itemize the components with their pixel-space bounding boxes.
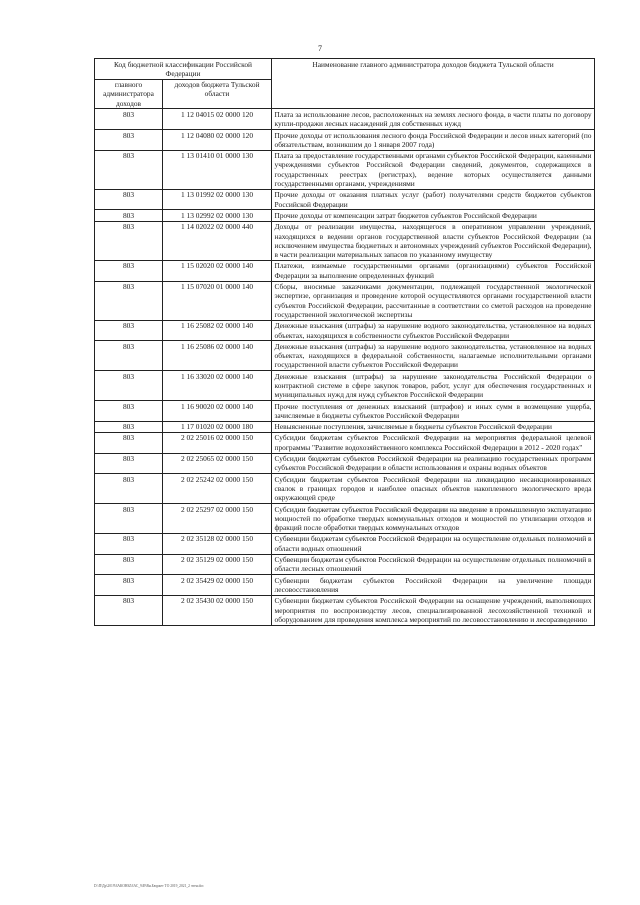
admin-cell: 803 — [95, 432, 163, 453]
code-cell: 1 15 07020 01 0000 140 — [163, 281, 272, 320]
table-row — [95, 421, 595, 432]
name-cell: Прочие доходы от оказания платных услуг (работ) получателями средств бюджетов субъектов Российской Федерации — [272, 189, 595, 210]
name-cell: Субсидии бюджетам субъектов Российской Федерации на ликвидацию несанкционированных свалок в границах городов и наиболее опасных объектов накопленного экологического вреда окружающей среде — [272, 474, 595, 504]
name-cell: Сборы, вносимые заказчиками документации, подлежащей государственной экологической экспертизе, организация и проведение которой осуществляются органами государственной власти субъектов Российской Федерации, рассчитанные в соответствии со сметой расходов на проведение государственной экологической экспертизы — [272, 281, 595, 320]
admin-cell: 803 — [95, 533, 163, 554]
admin-cell: 803 — [95, 150, 163, 189]
name-cell: Доходы от реализации имущества, находящегося в оперативном управлении учреждений, находящихся в ведении органов государственной власти субъектов Российской Федерации (за исключением имущества бюджетных и автономных учреждений субъектов Российской Федерации), в части реализации материальных запасов по указанному имуществу — [272, 221, 595, 260]
table-row — [95, 432, 595, 453]
table-row — [95, 474, 595, 504]
admin-cell: 803 — [95, 401, 163, 422]
header-code: доходов бюджета Тульской области — [163, 79, 272, 109]
table-row — [95, 130, 595, 151]
code-cell: 2 02 35429 02 0000 150 — [163, 575, 272, 596]
name-cell: Невыясненные поступления, зачисляемые в бюджеты субъектов Российской Федерации — [272, 421, 595, 432]
budget-classification-table — [94, 58, 595, 626]
name-cell: Субвенции бюджетам субъектов Российской Федерации на увеличение площади лесовосстановления — [272, 575, 595, 596]
name-cell: Плата за использование лесов, расположенных на землях лесного фонда, в части платы по договору купли-продажи лесных насаждений для собственных нужд — [272, 109, 595, 130]
table-row — [95, 401, 595, 422]
table-row — [95, 533, 595, 554]
file-path-footer: D:\П\Др\2019\ЗАКОНЫ\ЗАС_949\Вн.Бюджет ТО 2019_2021_2 чтен.doc — [94, 884, 204, 888]
admin-cell: 803 — [95, 453, 163, 474]
table-row — [95, 281, 595, 320]
admin-cell: 803 — [95, 474, 163, 504]
table-row — [95, 189, 595, 210]
code-cell: 1 13 02992 02 0000 130 — [163, 210, 272, 221]
code-cell: 1 13 01992 02 0000 130 — [163, 189, 272, 210]
admin-cell: 803 — [95, 575, 163, 596]
name-cell: Прочие поступления от денежных взысканий (штрафов) и иных сумм в возмещение ущерба, зачисляемые в бюджеты субъектов Российской Федерации — [272, 401, 595, 422]
table-row — [95, 221, 595, 260]
table-row — [95, 260, 595, 281]
code-cell: 1 16 90020 02 0000 140 — [163, 401, 272, 422]
table-row — [95, 109, 595, 130]
admin-cell: 803 — [95, 260, 163, 281]
code-cell: 2 02 25016 02 0000 150 — [163, 432, 272, 453]
admin-cell: 803 — [95, 210, 163, 221]
table-row — [95, 341, 595, 371]
name-cell: Прочие доходы от компенсации затрат бюджетов субъектов Российской Федерации — [272, 210, 595, 221]
table-row — [95, 595, 595, 625]
code-cell: 1 16 33020 02 0000 140 — [163, 371, 272, 401]
code-cell: 1 12 04015 02 0000 120 — [163, 109, 272, 130]
table-row — [95, 453, 595, 474]
admin-cell: 803 — [95, 554, 163, 575]
code-cell: 2 02 25065 02 0000 150 — [163, 453, 272, 474]
name-cell: Денежные взыскания (штрафы) за нарушение водного законодательства, установленное на водных объектах, находящихся в собственности субъектов Российской Федерации — [272, 320, 595, 341]
table-row — [95, 575, 595, 596]
table-row — [95, 504, 595, 534]
admin-cell: 803 — [95, 189, 163, 210]
code-cell: 1 16 25082 02 0000 140 — [163, 320, 272, 341]
header-admin: главного администратора доходов — [95, 79, 163, 109]
table-body — [95, 109, 595, 625]
table-row — [95, 554, 595, 575]
code-cell: 1 12 04080 02 0000 120 — [163, 130, 272, 151]
name-cell: Субсидии бюджетам субъектов Российской Федерации на реализацию государственных программ субъектов Российской Федерации в области использования и охраны водных объектов — [272, 453, 595, 474]
admin-cell: 803 — [95, 595, 163, 625]
code-cell: 2 02 35129 02 0000 150 — [163, 554, 272, 575]
name-cell: Денежные взыскания (штрафы) за нарушение законодательства Российской Федерации о контрактной системе в сфере закупок товаров, работ, услуг для обеспечения государственных и муниципальных нужд для нужд субъектов Российской Федерации — [272, 371, 595, 401]
name-cell: Плата за предоставление государственными органами субъектов Российской Федерации, казенными учреждениями субъектов Российской Федерации сведений, документов, содержащихся в государственных реестрах (регистрах), ведение которых осуществляется данными государственными органами, учреждениями — [272, 150, 595, 189]
admin-cell: 803 — [95, 221, 163, 260]
header-name: Наименование главного администратора доходов бюджета Тульской области — [272, 59, 595, 109]
admin-cell: 803 — [95, 371, 163, 401]
name-cell: Прочие доходы от использования лесного фонда Российской Федерации и лесов иных категорий (по обязательствам, возникшим до 1 января 2007 года) — [272, 130, 595, 151]
page-number: 7 — [318, 44, 322, 53]
name-cell: Платежи, взимаемые государственными органами (организациями) субъектов Российской Федерации за выполнение определенных функций — [272, 260, 595, 281]
table-row — [95, 150, 595, 189]
code-cell: 2 02 25297 02 0000 150 — [163, 504, 272, 534]
table-row — [95, 371, 595, 401]
admin-cell: 803 — [95, 504, 163, 534]
admin-cell: 803 — [95, 281, 163, 320]
table-row — [95, 210, 595, 221]
name-cell: Субвенции бюджетам субъектов Российской Федерации на осуществление отдельных полномочий в области лесных отношений — [272, 554, 595, 575]
header-code-group: Код бюджетной классификации Российской Федерации — [95, 59, 272, 80]
code-cell: 2 02 35128 02 0000 150 — [163, 533, 272, 554]
code-cell: 1 17 01020 02 0000 180 — [163, 421, 272, 432]
admin-cell: 803 — [95, 421, 163, 432]
name-cell: Субвенции бюджетам субъектов Российской Федерации на оснащение учреждений, выполняющих мероприятия по воспроизводству лесов, специализированной лесохозяйственной техникой и оборудованием для проведения комплекса мероприятий по лесовосстановлению и лесоразведению — [272, 595, 595, 625]
code-cell: 1 16 25086 02 0000 140 — [163, 341, 272, 371]
admin-cell: 803 — [95, 341, 163, 371]
code-cell: 1 13 01410 01 0000 130 — [163, 150, 272, 189]
admin-cell: 803 — [95, 320, 163, 341]
code-cell: 2 02 25242 02 0000 150 — [163, 474, 272, 504]
code-cell: 2 02 35430 02 0000 150 — [163, 595, 272, 625]
code-cell: 1 14 02022 02 0000 440 — [163, 221, 272, 260]
admin-cell: 803 — [95, 130, 163, 151]
code-cell: 1 15 02020 02 0000 140 — [163, 260, 272, 281]
table-header-row — [95, 59, 595, 80]
table-row — [95, 320, 595, 341]
admin-cell: 803 — [95, 109, 163, 130]
name-cell: Субвенции бюджетам субъектов Российской Федерации на осуществление отдельных полномочий в области водных отношений — [272, 533, 595, 554]
name-cell: Денежные взыскания (штрафы) за нарушение водного законодательства, установленное на водных объектах, находящихся в федеральной собственности, налагаемые исполнительными органами государственной власти субъектов Российской Федерации — [272, 341, 595, 371]
name-cell: Субсидии бюджетам субъектов Российской Федерации на введение в промышленную эксплуатацию мощностей по обработке твердых коммунальных отходов и мощностей по утилизации отходов и фракций после обработки твердых коммунальных отходов — [272, 504, 595, 534]
name-cell: Субсидии бюджетам субъектов Российской Федерации на мероприятия федеральной целевой программы "Развитие водохозяйственного комплекса Российской Федерации в 2012 - 2020 годах" — [272, 432, 595, 453]
